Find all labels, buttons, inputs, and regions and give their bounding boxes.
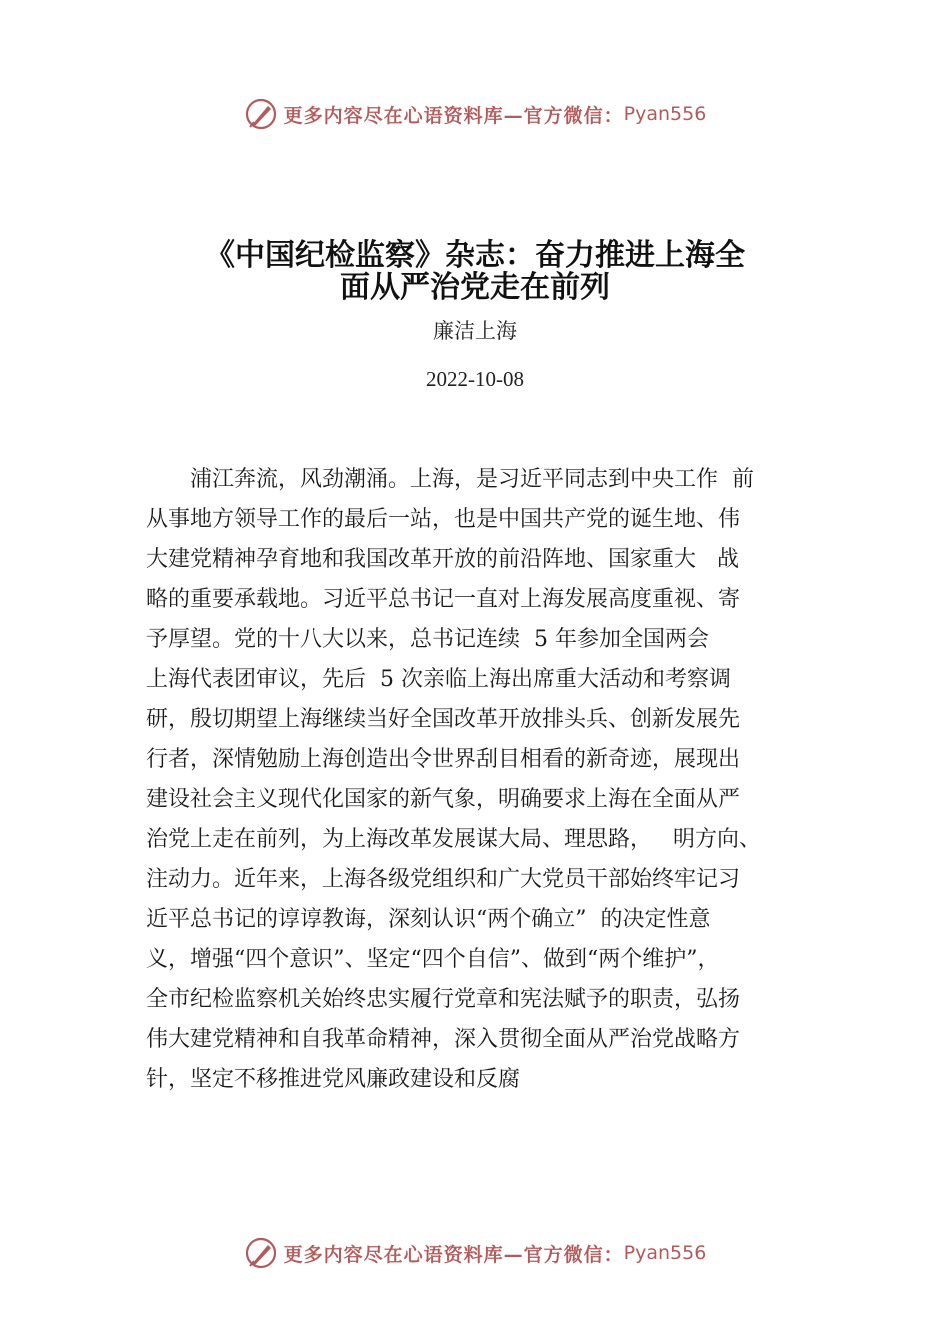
quill-pen-logo-icon <box>244 97 278 131</box>
body-line: 义，增强“四个意识”、坚定“四个自信”、做到“两个维护”， <box>146 947 720 972</box>
header-wechat-id: Pyan556 <box>623 103 707 125</box>
quill-pen-logo-icon <box>244 1236 278 1270</box>
body-line: 伟大建党精神和自我革命精神，深入贯彻全面从严治党战略方 <box>146 1027 741 1052</box>
header-banner-text: 更多内容尽在心语资料库—官方微信： <box>283 104 624 127</box>
footer-banner <box>0 1233 950 1273</box>
body-line: 从事地方领导工作的最后一站，也是中国共产党的诞生地、伟 <box>146 507 741 532</box>
body-line: 治党上走在前列，为上海改革发展谋大局、理思路， 明方向、 <box>146 827 761 852</box>
body-line: 研，殷切期望上海继续当好全国改革开放排头兵、创新发展先 <box>146 707 741 732</box>
body-line: 注动力。近年来，上海各级党组织和广大党员干部始终牢记习 <box>146 867 741 892</box>
body-line: 近平总书记的谆谆教诲，深刻认识“两个确立” 的决定性意 <box>146 907 711 932</box>
article-title-line-2: 面从严治党走在前列 <box>340 270 610 305</box>
body-line: 略的重要承载地。习近平总书记一直对上海发展高度重视、寄 <box>146 587 741 612</box>
header-banner <box>0 94 950 134</box>
body-line: 全市纪检监察机关始终忠实履行党章和宪法赋予的职责，弘扬 <box>146 987 741 1012</box>
footer-banner-text: 更多内容尽在心语资料库—官方微信： <box>283 1243 624 1266</box>
article-title <box>150 240 800 304</box>
body-line: 予厚望。党的十八大以来，总书记连续 5 年参加全国两会 <box>146 627 709 652</box>
body-line: 针，坚定不移推进党风廉政建设和反腐 <box>146 1067 521 1092</box>
body-line: 行者，深情勉励上海创造出令世界刮目相看的新奇迹，展现出 <box>146 747 741 772</box>
body-line: 建设社会主义现代化国家的新气象，明确要求上海在全面从严 <box>146 787 741 812</box>
body-line: 上海代表团审议，先后 5 次亲临上海出席重大活动和考察调 <box>146 667 731 692</box>
article-source: 廉洁上海 <box>433 319 517 343</box>
article-date: 2022-10-08 <box>426 367 524 391</box>
body-line: 大建党精神孕育地和我国改革开放的前沿阵地、国家重大 战 <box>146 547 739 572</box>
footer-wechat-id: Pyan556 <box>623 1242 707 1264</box>
article-title-line-1: 《中国纪检监察》杂志：奋力推进上海全 <box>205 238 745 273</box>
article-body <box>146 460 836 1100</box>
body-line: 浦江奔流，风劲潮涌。上海，是习近平同志到中央工作 前 <box>146 467 754 492</box>
